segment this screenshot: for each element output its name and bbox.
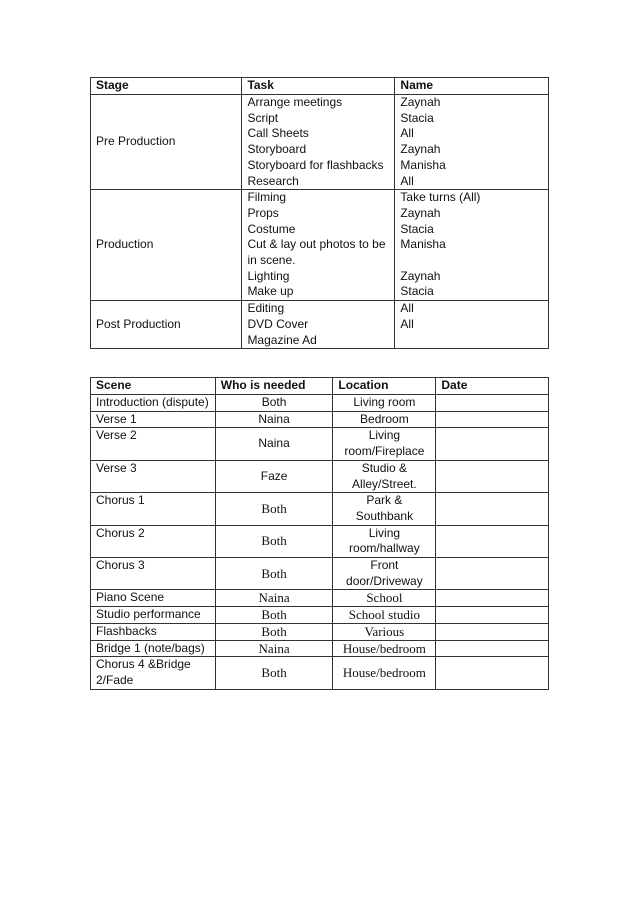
task-item: Script xyxy=(247,110,279,125)
task-list xyxy=(242,301,395,349)
task-item: Editing xyxy=(247,301,285,316)
name-item: All xyxy=(400,173,414,188)
task-item: Research xyxy=(247,173,299,188)
date-cell xyxy=(436,558,549,590)
who-cell: Naina xyxy=(215,640,333,657)
location-cell: School studio xyxy=(333,607,436,624)
date-cell xyxy=(436,623,549,640)
name-list xyxy=(395,301,549,349)
task-list xyxy=(242,190,395,301)
table-row xyxy=(91,95,549,190)
column-header-date: Date xyxy=(436,378,549,395)
table-row xyxy=(91,623,549,640)
scene-cell: Flashbacks xyxy=(91,623,216,640)
task-item: Lighting xyxy=(247,268,290,283)
name-item: Stacia xyxy=(400,110,434,125)
task-list xyxy=(242,95,395,190)
task-item: Cut & lay out photos to be xyxy=(247,237,386,252)
scene-cell: Verse 2 xyxy=(91,428,216,460)
table-row xyxy=(91,301,549,349)
name-item: Zaynah xyxy=(400,205,441,220)
task-item: Storyboard xyxy=(247,142,307,157)
date-cell xyxy=(436,411,549,428)
scene-cell: Chorus 1 xyxy=(91,493,216,525)
who-cell: Both xyxy=(215,493,333,525)
scene-cell: Verse 3 xyxy=(91,460,216,492)
location-cell: Studio & Alley/Street. xyxy=(333,460,436,492)
location-cell: School xyxy=(333,590,436,607)
scene-cell: Verse 1 xyxy=(91,411,216,428)
table-row xyxy=(91,428,549,460)
task-item: Filming xyxy=(247,190,287,205)
column-header-location: Location xyxy=(333,378,436,395)
task-item: Storyboard for flashbacks xyxy=(247,157,384,172)
date-cell xyxy=(436,460,549,492)
table-row xyxy=(91,607,549,624)
name-item: Stacia xyxy=(400,221,434,236)
who-cell: Both xyxy=(215,607,333,624)
table-row xyxy=(91,657,549,689)
table-row xyxy=(91,460,549,492)
date-cell xyxy=(436,590,549,607)
column-header-who: Who is needed xyxy=(215,378,333,395)
name-item: All xyxy=(400,126,414,141)
location-cell: Living room/Fireplace xyxy=(333,428,436,460)
location-cell: Living room/hallway xyxy=(333,525,436,557)
who-cell: Both xyxy=(215,525,333,557)
name-item: Manisha xyxy=(400,237,446,252)
task-item: DVD Cover xyxy=(247,316,309,331)
location-cell: House/bedroom xyxy=(333,657,436,689)
location-cell: House/bedroom xyxy=(333,640,436,657)
column-header-name: Name xyxy=(395,78,549,95)
scene-schedule-table xyxy=(90,377,549,690)
table-row xyxy=(91,411,549,428)
date-cell xyxy=(436,395,549,412)
who-cell: Naina xyxy=(215,590,333,607)
location-cell: Bedroom xyxy=(333,411,436,428)
scene-cell: Studio performance xyxy=(91,607,216,624)
stage-cell: Post Production xyxy=(91,301,242,349)
column-header-stage: Stage xyxy=(91,78,242,95)
location-cell: Park & Southbank xyxy=(333,493,436,525)
table-row xyxy=(91,590,549,607)
task-item: Call Sheets xyxy=(247,126,309,141)
who-cell: Both xyxy=(215,623,333,640)
table-row xyxy=(91,395,549,412)
table-row xyxy=(91,525,549,557)
location-cell: Various xyxy=(333,623,436,640)
name-list xyxy=(395,190,549,301)
date-cell xyxy=(436,607,549,624)
task-item: Magazine Ad xyxy=(247,332,317,347)
task-item: Costume xyxy=(247,221,296,236)
production-stages-table xyxy=(90,77,549,349)
scene-cell: Chorus 4 &Bridge 2/Fade xyxy=(91,657,216,689)
column-header-task: Task xyxy=(242,78,395,95)
stage-cell: Production xyxy=(91,190,242,301)
stage-cell: Pre Production xyxy=(91,95,242,190)
name-item xyxy=(400,253,543,269)
name-item: Stacia xyxy=(400,284,434,299)
who-cell: Faze xyxy=(215,460,333,492)
scene-cell: Piano Scene xyxy=(91,590,216,607)
table-row xyxy=(91,190,549,301)
task-item: Props xyxy=(247,205,279,220)
table-row xyxy=(91,493,549,525)
who-cell: Naina xyxy=(215,411,333,428)
name-item: Manisha xyxy=(400,157,446,172)
date-cell xyxy=(436,525,549,557)
table-header-row xyxy=(91,78,549,95)
name-item xyxy=(400,333,543,349)
name-item: All xyxy=(400,316,414,331)
table-header-row xyxy=(91,378,549,395)
name-item: Zaynah xyxy=(400,268,441,283)
date-cell xyxy=(436,657,549,689)
name-item: Take turns (All) xyxy=(400,190,481,205)
name-item: All xyxy=(400,301,414,316)
table-row xyxy=(91,640,549,657)
name-item: Zaynah xyxy=(400,95,441,109)
task-item: in scene. xyxy=(247,253,296,268)
who-cell: Naina xyxy=(215,428,333,460)
location-cell: Living room xyxy=(333,395,436,412)
task-item: Arrange meetings xyxy=(247,95,343,109)
name-item: Zaynah xyxy=(400,142,441,157)
who-cell: Both xyxy=(215,395,333,412)
task-item: Make up xyxy=(247,284,294,299)
date-cell xyxy=(436,493,549,525)
table-row xyxy=(91,558,549,590)
scene-cell: Chorus 3 xyxy=(91,558,216,590)
scene-cell: Introduction (dispute) xyxy=(91,395,216,412)
who-cell: Both xyxy=(215,558,333,590)
scene-cell: Chorus 2 xyxy=(91,525,216,557)
date-cell xyxy=(436,640,549,657)
scene-cell: Bridge 1 (note/bags) xyxy=(91,640,216,657)
column-header-scene: Scene xyxy=(91,378,216,395)
location-cell: Front door/Driveway xyxy=(333,558,436,590)
date-cell xyxy=(436,428,549,460)
who-cell: Both xyxy=(215,657,333,689)
name-list xyxy=(395,95,549,190)
